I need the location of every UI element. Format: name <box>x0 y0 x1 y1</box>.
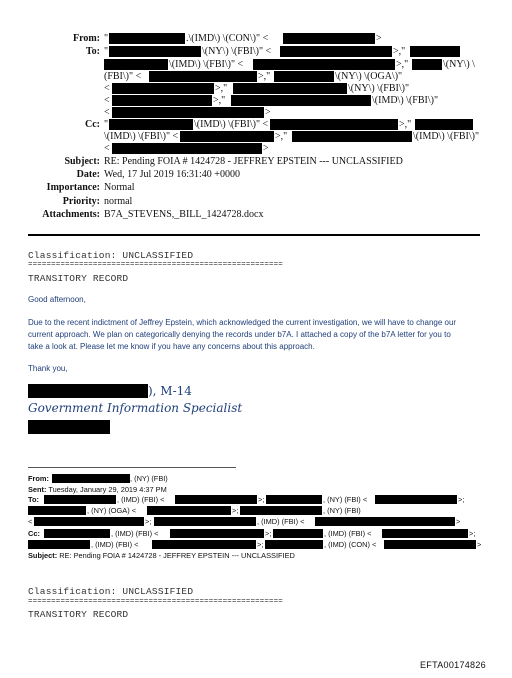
cc2-text: > <box>477 540 482 549</box>
to2-text: > <box>456 517 461 526</box>
redaction-block <box>52 474 130 483</box>
redaction-block <box>315 517 455 526</box>
redaction-block <box>280 46 392 57</box>
redaction-block <box>273 529 323 538</box>
redaction-block <box>283 33 375 44</box>
cc-text: < <box>104 143 110 154</box>
banner-dashes: ======================================================= <box>28 261 283 269</box>
sent-row <box>28 485 167 494</box>
redaction-block <box>109 46 201 57</box>
cc-text: \(IMD\) \(FBI\)" < <box>194 119 269 130</box>
redaction-block <box>265 540 323 549</box>
cc2-text: >; <box>265 529 272 538</box>
redaction-block <box>253 59 395 70</box>
redaction-block <box>147 506 231 515</box>
redaction-block <box>44 529 110 538</box>
cc-text: " <box>104 119 109 130</box>
redaction-block <box>270 119 398 130</box>
transitory-record: TRANSITORY RECORD <box>28 273 129 284</box>
redaction-block <box>233 83 347 94</box>
date-value: Wed, 17 Jul 2019 16:31:40 +0000 <box>104 169 240 180</box>
to2-text: < <box>28 517 33 526</box>
signature-suffix: ), M-14 <box>148 384 192 398</box>
banner-dashes-2: ======================================================= <box>28 598 283 606</box>
to-text: >," <box>215 83 228 94</box>
redaction-block <box>274 71 334 82</box>
redaction-block <box>112 83 214 94</box>
to-text: >," <box>258 71 271 82</box>
subject2-value: RE: Pending FOIA # 1424728 - JEFFREY EPSTEIN --- UNCLASSIFIED <box>59 551 295 560</box>
subject-value: RE: Pending FOIA # 1424728 - JEFFREY EPSTEIN --- UNCLASSIFIED <box>104 156 403 167</box>
to-text: < <box>104 83 110 94</box>
classification-banner-2: Classification: UNCLASSIFIED <box>28 586 194 597</box>
body-line-1: Due to the recent indictment of Jeffrey Epstein, which acknowledged the current investigation, we will have to change our <box>28 318 457 327</box>
cc2-text: , (IMD) (FBI) < <box>91 540 139 549</box>
redaction-block <box>382 529 468 538</box>
cc2-text: , (IMD) (FBI) < <box>324 529 372 538</box>
to-text: \(NY\) \(FBI\)" < <box>202 46 272 57</box>
redaction-block <box>149 71 257 82</box>
cc2-text: >; <box>257 540 264 549</box>
priority-label: Priority: <box>62 196 100 207</box>
to2-text: >; <box>232 506 239 515</box>
redaction-block <box>154 517 256 526</box>
from-quote: " <box>104 33 109 44</box>
to-text: \(IMD\) \(FBI\)" < <box>169 59 244 70</box>
cc-text: >," <box>399 119 412 130</box>
thanks: Thank you, <box>28 364 68 373</box>
signature-title: Government Information Specialist <box>28 401 243 415</box>
cc-label: Cc: <box>85 119 100 130</box>
redaction-block <box>112 107 264 118</box>
cc2-text: , (IMD) (FBI) < <box>111 529 159 538</box>
transitory-record-2: TRANSITORY RECORD <box>28 609 129 620</box>
attachments-label: Attachments: <box>42 209 100 220</box>
redaction-block <box>104 59 168 70</box>
attachment-link[interactable]: B7A_STEVENS,_BILL_1424728.docx <box>104 209 264 220</box>
redaction-block <box>28 384 148 398</box>
redaction-block <box>415 119 473 130</box>
classification-banner: Classification: UNCLASSIFIED <box>28 250 194 261</box>
to-text: \(IMD\) \(FBI\)" <box>372 95 439 106</box>
redaction-block <box>112 95 212 106</box>
redaction-block <box>240 506 322 515</box>
cc2-text: , (IMD) (CON) < <box>324 540 377 549</box>
to2-text: , (IMD) (FBI) < <box>117 495 165 504</box>
to-label: To: <box>85 46 100 57</box>
to2-text: , (NY) (OGA) < <box>87 506 137 515</box>
to2-text: , (NY) (FBI) < <box>323 495 368 504</box>
to2-label: To: <box>28 495 39 504</box>
to2-text: , (IMD) (FBI) < <box>257 517 305 526</box>
to-text: \(NY\) \ <box>443 59 475 70</box>
to2-text: >; <box>145 517 152 526</box>
from2-row <box>28 474 49 483</box>
redaction-block <box>292 131 412 142</box>
subject2-row <box>28 551 295 560</box>
importance-value: Normal <box>104 182 135 193</box>
redaction-block <box>180 131 274 142</box>
from-close: > <box>376 33 382 44</box>
to-text: < <box>104 95 110 106</box>
redaction-block <box>375 495 457 504</box>
importance-label: Importance: <box>46 182 100 193</box>
to-text: >," <box>396 59 409 70</box>
redaction-block <box>412 59 442 70</box>
subject-label: Subject: <box>64 156 100 167</box>
subject2-label: Subject: <box>28 551 58 560</box>
redaction-block <box>28 506 86 515</box>
cc-text: \(IMD\) \(FBI\)" < <box>104 131 179 142</box>
from-label: From: <box>72 33 100 44</box>
redaction-block <box>410 46 460 57</box>
to-text: >," <box>393 46 406 57</box>
to2-text: , (NY) (FBI) <box>323 506 361 515</box>
to-text: \(NY\) \(FBI\)" <box>348 83 410 94</box>
redaction-block <box>34 517 144 526</box>
priority-value: normal <box>104 196 133 207</box>
redaction-block <box>112 143 262 154</box>
quote-divider <box>28 467 236 468</box>
sent-value: Tuesday, January 29, 2019 4:37 PM <box>48 485 167 494</box>
from2-label: From: <box>28 474 49 483</box>
cc-text: > <box>263 143 269 154</box>
to-text: >," <box>213 95 226 106</box>
redaction-block <box>266 495 322 504</box>
greeting: Good afternoon, <box>28 295 86 304</box>
to-text: \(NY\) \(OGA\)" <box>335 71 403 82</box>
cc-text: \(IMD\) \(FBI\)" <box>413 131 480 142</box>
from-org: .\(IMD\) \(CON\)" < <box>186 33 269 44</box>
redaction-block <box>384 540 476 549</box>
to-text: (FBI\)" < <box>104 71 142 82</box>
redaction-block <box>231 95 371 106</box>
redaction-block <box>44 495 116 504</box>
to-text: < <box>104 107 110 118</box>
redaction-block <box>175 495 257 504</box>
redaction-block <box>109 119 193 130</box>
redaction-block <box>170 529 264 538</box>
to2-text: >; <box>258 495 265 504</box>
bates-number: EFTA00174826 <box>420 660 486 670</box>
cc2-label: Cc: <box>28 529 40 538</box>
sent-label: Sent: <box>28 485 47 494</box>
to-text: > <box>265 107 271 118</box>
redaction-block <box>28 540 90 549</box>
to2-text: >; <box>458 495 465 504</box>
redaction-block <box>109 33 185 44</box>
cc-text: >," <box>275 131 288 142</box>
header-divider <box>28 234 480 236</box>
redaction-block <box>152 540 256 549</box>
cc2-text: >; <box>469 529 476 538</box>
date-label: Date: <box>76 169 100 180</box>
to-text: " <box>104 46 109 57</box>
redaction-block <box>28 420 110 434</box>
body-line-3: take a look at. Please let me know if you have any concerns about this approach. <box>28 342 315 351</box>
from2-tail: , (NY) (FBI) <box>130 474 168 483</box>
body-line-2: current approach. We plan on categorically denying the records under b7A. I attached a copy of the b7A letter for you to <box>28 330 451 339</box>
